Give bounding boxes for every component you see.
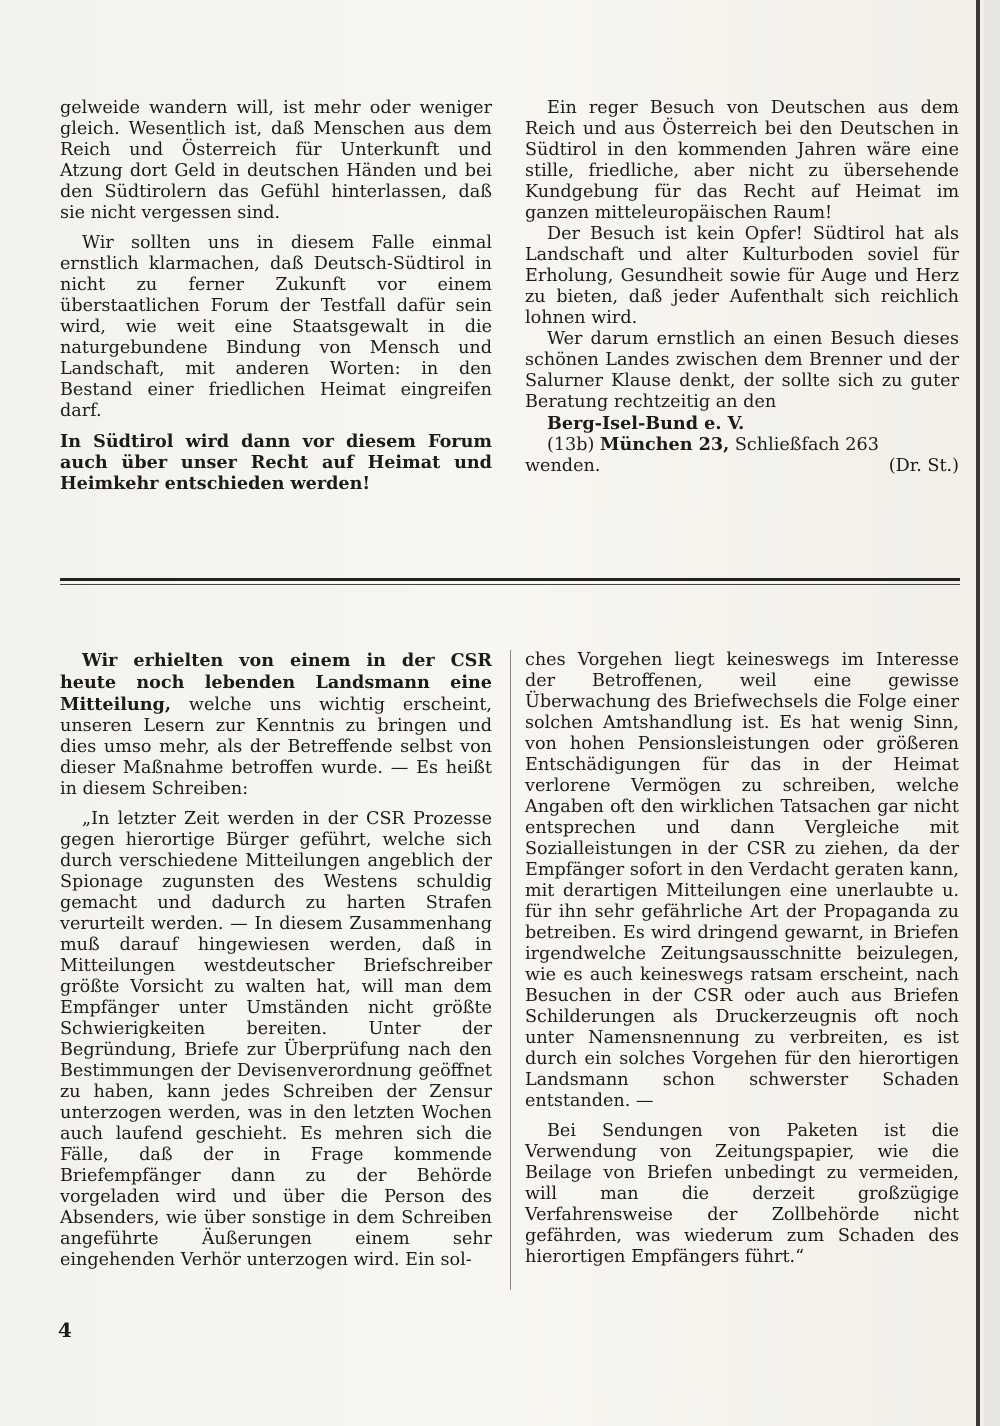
page-number: 4 <box>58 1318 72 1342</box>
paragraph: ches Vorgehen liegt keineswegs im Interesse der Betroffenen, weil eine gewisse Überwachung des Briefwechsels die Folge einer solchen Amtshandlung ist. Es hat wenig Sinn, von hohen Pensionsleistungen oder größeren Entschädigungen für das in der Heimat verlorene Vermögen zu schreiben, welche Angaben oft den wirklichen Tatsachen gar nicht entsprechen und dann Vergleiche mit Sozialleistungen in der CSR zu ziehen, da der Empfänger sofort in den Verdacht geraten kann, mit derartigen Mitteilungen eine unerlaubte u. für ihn sehr gefährliche Art der Propaganda zu betreiben. Es wird dringend gewarnt, in Briefen irgendwelche Zeitungsausschnitte beizulegen, wie es auch keineswegs ratsam erscheint, nach Besuchen in der CSR oder auch aus Briefen Schilderungen als Druckerzeugnis oft noch unter Namensnennung zu verbreiten, es ist durch ein solches Vorgehen für den hierortigen Landsmann schon schwerster Schaden entstanden. — <box>525 650 959 1111</box>
closing-line <box>525 456 959 477</box>
quoted-letter: „In letzter Zeit werden in der CSR Prozesse gegen hierortige Bürger geführt, welche sich durch verschiedene Mitteilungen angeblich der Spionage zugunsten des Westens schuldig gemacht und dadurch zu harten Strafen verurteilt werden. — In diesem Zusammenhang muß darauf hingewiesen werden, daß in Mitteilungen westdeutscher Briefschreiber größte Vorsicht zu walten hat, will man dem Empfänger unter Umständen nicht größte Schwierigkeiten bereiten. Unter der Begründung, Briefe zur Überprüfung nach den Bestimmungen der Devisenverordnung geöffnet zu haben, kann jedes Schreiben der Zensur unterzogen werden, was in den letzten Wochen auch laufend geschieht. Es mehren sich die Fälle, daß der in Frage kommende Briefempfänger dann zu der Behörde vorgeladen wird und über die Person des Absenders, wie über sonstige in dem Schreiben angeführte Äußerungen einem sehr eingehenden Verhör unterzogen wird. Ein sol- <box>60 809 492 1270</box>
paragraph: Der Besuch ist kein Opfer! Südtirol hat als Landschaft und alter Kulturboden soviel für Erholung, Gesundheit sowie für Auge und Herz zu bieten, daß jeder Aufenthalt sich reichlich lohnen wird. <box>525 224 959 328</box>
author-signature: (Dr. St.) <box>888 456 959 476</box>
scan-margin <box>984 0 1000 1426</box>
postbox: Schließfach 263 <box>734 435 879 455</box>
paragraph: gelweide wandern will, ist mehr oder weniger gleich. Wesentlich ist, daß Menschen aus dem Reich und Österreich für Unterkunft und Atzung dort Geld in deutschen Händen und bei den Südtirolern das Gefühl hinterlassen, daß sie nicht vergessen sind. <box>60 98 492 223</box>
intro-paragraph <box>60 650 492 800</box>
top-right-column <box>525 98 959 477</box>
intro-rest: welche uns wichtig erscheint, unseren Lesern zur Kenntnis zu bringen und dies umso mehr, als der Betreffende selbst von dieser Maßnahme betroffen wurde. — Es heißt in diesem Schreiben: <box>60 695 493 799</box>
closing-word: wenden. <box>525 456 601 476</box>
intro-bold: Wir erhielten von einem in der CSR heute noch lebenden Landsmann eine Mitteilung, <box>60 650 492 715</box>
section-divider-thick <box>60 578 960 581</box>
paragraph: Ein reger Besuch von Deutschen aus dem Reich und aus Österreich bei den Deutschen in Südtirol in den kommenden Jahren wäre eine stille, friedliche, aber nicht zu übersehende Kundgebung für das Recht auf Heimat im ganzen mitteleuropäischen Raum! <box>525 98 959 223</box>
paragraph: Wir sollten uns in diesem Falle einmal ernstlich klarmachen, daß Deutsch-Südtirol in nicht zu ferner Zukunft vor einem überstaatlichen Forum der Testfall dafür sein wird, wie weit eine Staatsgewalt in die naturgebundene Bindung von Mensch und Landschaft, mit anderen Worten: in den Bestand einer friedlichen Heimat eingreifen darf. <box>60 233 492 421</box>
address-line <box>525 434 959 456</box>
city: München 23, <box>599 434 730 455</box>
paragraph: Bei Sendungen von Paketen ist die Verwendung von Zeitungspapier, wie die Beilage von Briefen unbedingt zu vermeiden, will man die derzeit großzügige Verfahrensweise der Zollbehörde nicht gefährden, was wiederum zum Schaden des hierortigen Empfängers führt.“ <box>525 1121 959 1267</box>
bold-conclusion: In Südtirol wird dann vor diesem Forum auch über unser Recht auf Heimat und Heimkehr entschieden werden! <box>60 431 492 494</box>
section-divider-thin <box>60 584 960 585</box>
paragraph: Wer darum ernstlich an einen Besuch dieses schönen Landes zwischen dem Brenner und der Salurner Klause denkt, der sollte sich zu guter Beratung rechtzeitig an den <box>525 329 959 412</box>
bottom-right-column <box>525 650 959 1268</box>
binding-edge <box>976 0 980 1426</box>
bottom-left-column <box>60 650 492 1271</box>
top-left-column <box>60 98 492 494</box>
organization-name: Berg-Isel-Bund e. V. <box>547 413 745 434</box>
column-divider <box>510 650 511 1290</box>
postcode: (13b) <box>547 435 595 455</box>
